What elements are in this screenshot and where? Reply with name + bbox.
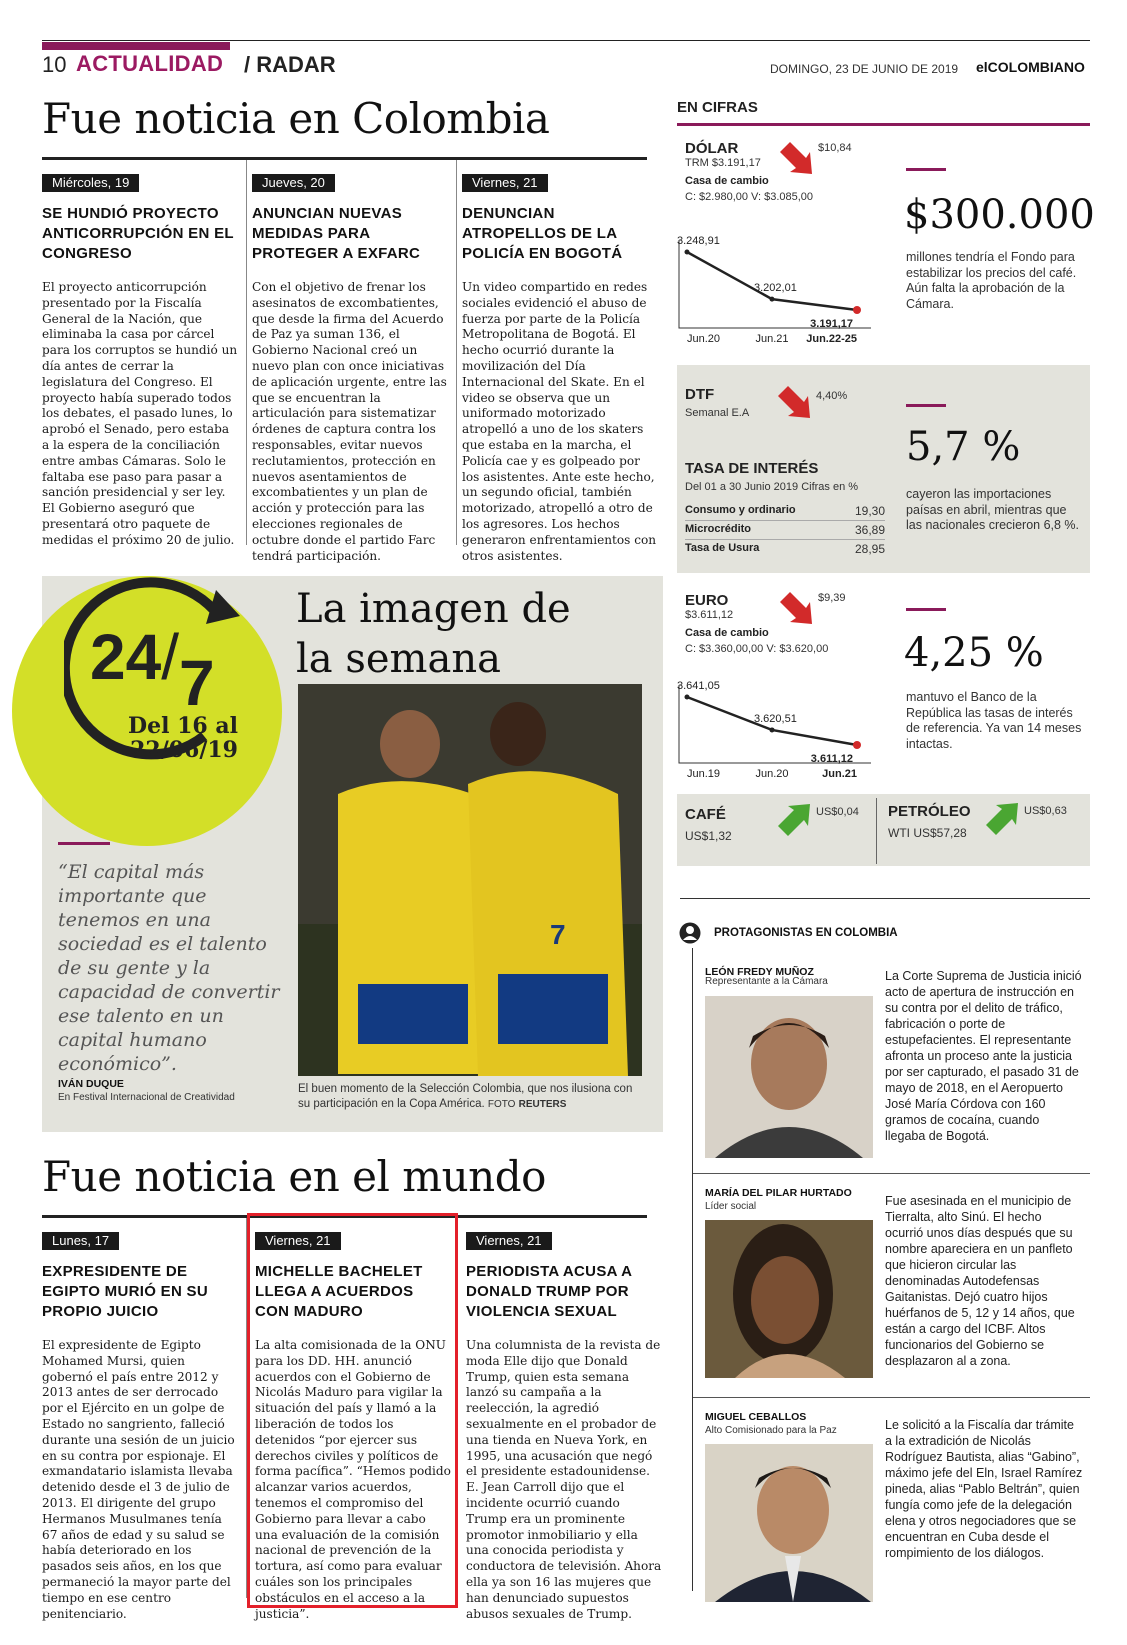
chart-tick-label: Jun.20 bbox=[687, 333, 721, 345]
chart-tick-label: Jun.19 bbox=[687, 768, 721, 780]
protagonistas-vline bbox=[692, 948, 693, 1591]
svg-text:7: 7 bbox=[550, 919, 566, 950]
protagonist-text: Fue asesinada en el municipio de Tierralta, alto Sinú. El hecho ocurrió unos días después que su nombre apareciera en un panfleto que hicieron circular las denominadas Autodefensas Gaitanistas. Dejó cuatro hijos huérfanos de 5, 12 y 14 años, que están a cargo del ICBF. Altos funcionarios del Gobierno se desplazaron al a zona. bbox=[885, 1194, 1075, 1368]
semana-title-line: la semana bbox=[296, 636, 501, 682]
news-article bbox=[252, 174, 450, 564]
dtf-sub: Semanal E.A bbox=[685, 407, 750, 419]
article-headline: MICHELLE BACHELET LLEGA A ACUERDOS CON MADURO bbox=[255, 1263, 423, 1320]
chart-data-label: 3.620,51 bbox=[754, 712, 797, 725]
news-article bbox=[42, 174, 238, 549]
down-arrow-icon bbox=[780, 140, 814, 174]
issue-date: DOMINGO, 23 DE JUNIO DE 2019 bbox=[770, 62, 959, 76]
section-accent-bar bbox=[42, 42, 230, 50]
article-headline: SE HUNDIÓ PROYECTO ANTICORRUPCIÓN EN EL CONGRESO bbox=[42, 205, 234, 262]
badge-range-start: Del 16 al bbox=[128, 713, 238, 739]
cafe-block bbox=[685, 806, 732, 843]
dolar-line-chart bbox=[677, 232, 877, 352]
article-headline: DENUNCIAN ATROPELLOS DE LA POLICÍA EN BOGOTÁ bbox=[462, 205, 623, 262]
protagonist-name: MIGUEL CEBALLOS bbox=[705, 1411, 807, 1423]
chart-data-label: 3.641,05 bbox=[677, 680, 720, 692]
day-tag: Viernes, 21 bbox=[255, 1232, 341, 1250]
euro-label: EURO bbox=[685, 592, 729, 609]
euro-cv: C: $3.360,00,00 V: $3.620,00 bbox=[685, 643, 829, 655]
column-separator bbox=[246, 160, 247, 545]
stat-value: 4,25 % bbox=[904, 630, 1044, 676]
euro-casa: Casa de cambio bbox=[685, 627, 769, 639]
day-tag: Viernes, 21 bbox=[462, 174, 548, 192]
credit-label: FOTO bbox=[487, 1099, 516, 1110]
semana-photo bbox=[298, 684, 642, 1076]
petroleo-value: WTI US$57,28 bbox=[888, 826, 967, 840]
badge-number: 7 bbox=[178, 647, 215, 719]
article-headline: ANUNCIAN NUEVAS MEDIDAS PARA PROTEGER A EXFARC bbox=[252, 205, 421, 262]
news-article bbox=[42, 1232, 238, 1622]
protagonist-text: La Corte Suprema de Justicia inició acto de apertura de instrucción en su contra por el delito de tráfico, fabricación o porte de estupefacientes. El representante afronta un proceso ante la justicia por ser capturado, el pasado 31 de mayo de 2018, en el Aeropuerto José María Córdova con 160 gramos de cocaína, cuando llegaba de Bogotá. bbox=[885, 969, 1082, 1143]
stat-text: mantuvo el Banco de la República las tasas de interés de referencia. Ya van 14 meses intactas. bbox=[906, 690, 1082, 751]
protagonistas-title: PROTAGONISTAS EN COLOMBIA bbox=[714, 927, 898, 939]
quote-author: IVÁN DUQUE bbox=[58, 1078, 124, 1090]
chart-data-label: 3.191,17 bbox=[810, 318, 853, 330]
subsection-name: / RADAR bbox=[244, 52, 336, 77]
down-arrow-icon bbox=[778, 384, 812, 418]
page-number: 10 bbox=[42, 52, 67, 77]
down-arrow-icon bbox=[780, 590, 814, 624]
stat-value: 5,7 % bbox=[906, 424, 1021, 470]
article-body: Un video compartido en redes sociales evidenció el abuso de fuerza por parte de la Policía Metropolitana de Bogotá. El hecho ocurrió durante la movilización del Día Internacional del Skate. En el video se observa que un uniformado motorizado atropelló a uno de los skaters que estaba en la marcha, el Policía cae y es golpeado por los asistentes. Ante este hecho, un segundo oficial, también motorizado, atropelló a otro de los agresores. Los hechos generaron enfrentamientos con otros asistentes. bbox=[462, 280, 657, 563]
dolar-change: $10,84 bbox=[818, 142, 852, 154]
protagonist-photo bbox=[705, 1444, 873, 1602]
stat-accent bbox=[906, 404, 946, 407]
section-name: ACTUALIDAD bbox=[76, 51, 224, 76]
tasa-row bbox=[685, 521, 885, 540]
day-tag: Miércoles, 19 bbox=[42, 174, 139, 192]
tasa-row bbox=[685, 502, 885, 521]
chart-point bbox=[770, 727, 775, 732]
dolar-cv: C: $2.980,00 V: $3.085,00 bbox=[685, 191, 814, 203]
tasa-row bbox=[685, 540, 885, 558]
chart-point bbox=[685, 250, 690, 255]
euro-rate: $3.611,12 bbox=[685, 609, 734, 621]
tasa-row-name: Tasa de Usura bbox=[685, 542, 760, 554]
euro-chart bbox=[677, 677, 877, 792]
stat-accent bbox=[906, 168, 946, 171]
article-body: Una columnista de la revista de moda Elle dijo que Donald Trump, quien esta semana lanzó su campaña a la reelección, la agredió sexualmente en el probador de una tienda en Nueva York, en 1995, una acusación que negó el presidente estadounidense. E. Jean Carroll dijo que el incidente ocurrió cuando Trump era un prominente promotor inmobiliario y ella una conocida periodista y conductora de televisión. Ahora ella ya son 16 las mujeres que han denunciado supuestos abusos sexuales de Trump. bbox=[466, 1338, 662, 1621]
cafe-change: US$0,04 bbox=[816, 806, 859, 818]
article-headline: PERIODISTA ACUSA A DONALD TRUMP POR VIOLENCIA SEXUAL bbox=[466, 1263, 632, 1320]
semana-title bbox=[296, 584, 571, 684]
day-tag: Lunes, 17 bbox=[42, 1232, 119, 1250]
header-rule bbox=[42, 40, 1090, 41]
dtf-block bbox=[685, 386, 749, 419]
chart-tick-label: Jun.22-25 bbox=[806, 333, 857, 345]
semana-title-line: La imagen de bbox=[296, 586, 571, 632]
newspaper-brand: elCOLOMBIANO bbox=[976, 59, 1085, 75]
protagonist-role: Líder social bbox=[705, 1201, 757, 1212]
badge-text: 24/7 bbox=[90, 621, 215, 719]
euro-line-chart bbox=[677, 677, 877, 787]
article-body: El proyecto anticorrupción presentado por la Fiscalía General de la Nación, que eliminaba la casa por cárcel para los corruptos se hundió un día antes de cerrar la legislatura del Congreso. El proyecto había superado todos los debates, el pasado lunes, lo aprobó el Senado, pero estaba a la espera de la conciliación entre ambas Cámaras. Solo le faltaba ese paso para pasar a sanción presidencial y ser ley. El Gobierno aseguró que presentará otro paquete de medidas el próximo 20 de julio. bbox=[42, 280, 238, 547]
quote-accent bbox=[58, 842, 110, 845]
featured-quote: “El capital más importante que tenemos en una sociedad es el talento de su gente y la capacidad de convertir ese talento en un capital humano económico”. bbox=[58, 861, 280, 1075]
article-headline: EXPRESIDENTE DE EGIPTO MURIÓ EN SU PROPIO JUICIO bbox=[42, 1263, 208, 1320]
dolar-label: DÓLAR bbox=[685, 140, 739, 157]
protagonist-photo bbox=[705, 1220, 873, 1378]
chart-point bbox=[685, 695, 690, 700]
protagonist-role: Representante a la Cámara bbox=[705, 976, 828, 987]
caption-text: El buen momento de la Selección Colombia, que nos ilusiona con su participación en la Copa América. bbox=[298, 1083, 633, 1110]
dtf-change: 4,40% bbox=[816, 390, 848, 402]
news-article bbox=[466, 1232, 662, 1622]
tasa-block bbox=[685, 460, 885, 558]
stat-value: $300.000 bbox=[904, 192, 1095, 238]
portrait-placeholder bbox=[705, 996, 873, 1158]
dolar-casa: Casa de cambio bbox=[685, 175, 769, 187]
photo-caption bbox=[298, 1082, 642, 1112]
cafe-label: CAFÉ bbox=[685, 806, 726, 823]
petroleo-label: PETRÓLEO bbox=[888, 803, 971, 820]
protagonist-text: Le solicitó a la Fiscalía dar trámite a la extradición de Nicolás Rodríguez Bautista, alias “Gabino”, máximo jefe del Eln, Israel Ramírez pineda, alias “Pablo Beltrán”, quien fungía como jefe de la delegación elena y otros negociadores que se encuentran en Cuba desde el rompimiento de los diálogos. bbox=[885, 1418, 1083, 1560]
news-article bbox=[462, 174, 658, 564]
badge-number: 24 bbox=[90, 621, 162, 693]
cifras-title: EN CIFRAS bbox=[677, 99, 758, 116]
colombia-top-rule bbox=[42, 157, 647, 160]
protagonist-divider bbox=[693, 1397, 1090, 1398]
chart-data-label: 3.202,01 bbox=[754, 282, 797, 295]
cifras-rule bbox=[677, 123, 1090, 126]
badge-range-end: 22/06/19 bbox=[130, 737, 238, 763]
article-body: El expresidente de Egipto Mohamed Mursi, quien gobernó el país entre 2012 y 2013 antes de ser derrocado por el Ejército en un golpe de Estado no sangriento, falleció durante una sesión de un juicio en su contra por espionaje. El exmandatario islamista llevaba detenido desde el 3 de julio de 2013. El dirigente del grupo Hermanos Musulmanes tenía 67 años de edad y su salud se había deteriorado en los pasados seis años, en los que permaneció la mayor parte del tiempo en ese centro penitenciario. bbox=[42, 1338, 235, 1621]
portrait-placeholder bbox=[705, 1444, 873, 1602]
chart-tick-label: Jun.21 bbox=[822, 768, 857, 780]
news-article bbox=[255, 1232, 451, 1622]
chart-point bbox=[853, 741, 861, 749]
protagonist-name: LEÓN FREDY MUÑOZ bbox=[705, 966, 814, 978]
day-tag: Viernes, 21 bbox=[466, 1232, 552, 1250]
chart-point bbox=[770, 297, 775, 302]
tasa-row-value: 28,95 bbox=[854, 542, 885, 556]
stat-accent bbox=[906, 608, 946, 611]
chart-tick-label: Jun.20 bbox=[755, 768, 789, 780]
dolar-trm: TRM $3.191,17 bbox=[685, 157, 761, 169]
tasa-row-name: Consumo y ordinario bbox=[685, 504, 796, 516]
chart-data-label: 3.248,91 bbox=[677, 235, 720, 247]
dtf-label: DTF bbox=[685, 386, 715, 403]
euro-change: $9,39 bbox=[818, 592, 846, 604]
football-photo-placeholder bbox=[298, 684, 642, 1076]
protagonist-divider bbox=[693, 1173, 1090, 1174]
column-separator bbox=[456, 160, 457, 545]
tasa-row-value: 36,89 bbox=[854, 523, 885, 537]
tasa-row-name: Microcrédito bbox=[685, 523, 752, 535]
protagonist-role: Alto Comisionado para la Paz bbox=[705, 1425, 837, 1436]
protagonist-photo bbox=[705, 996, 873, 1158]
stat-text: cayeron las importaciones paísas en abril, mientras que las nacionales crecieron 6,8 %. bbox=[906, 487, 1080, 532]
cafe-value: US$1,32 bbox=[685, 829, 732, 843]
tasa-table bbox=[685, 502, 885, 558]
up-arrow-icon bbox=[986, 803, 1020, 837]
dolar-chart bbox=[677, 232, 877, 357]
colombia-section-title: Fue noticia en Colombia bbox=[42, 94, 550, 143]
article-body: Con el objetivo de frenar los asesinatos de excombatientes, que desde la firma del Acuerdo de Paz ya suman 136, el Gobierno Nacional creó un nuevo plan con once iniciativas de aplicación urgente, entre las que se encuentran la articulación para sistematizar órdenes de captura contra los responsables, evitar nuevos reclutamientos, protección en nuevos asentamientos de excombatientes y un plan de acción y protección para las elecciones regionales de octubre donde el partido Farc tendrá participación. bbox=[252, 280, 447, 563]
chart-tick-label: Jun.21 bbox=[755, 333, 789, 345]
person-icon bbox=[679, 922, 701, 944]
petroleo-block bbox=[888, 803, 971, 840]
tasa-row-value: 19,30 bbox=[854, 504, 885, 518]
quote-context: En Festival Internacional de Creatividad bbox=[58, 1092, 235, 1103]
badge-date-range bbox=[128, 714, 238, 762]
photo-credit: REUTERS bbox=[518, 1099, 567, 1110]
column-separator bbox=[876, 798, 877, 864]
stat-text: millones tendría el Fondo para estabilizar los precios del café. Aún falta la aprobación de la Cámara. bbox=[906, 250, 1077, 311]
mundo-section-title: Fue noticia en el mundo bbox=[42, 1152, 546, 1201]
article-body: La alta comisionada de la ONU para los DD. HH. anunció acuerdos con el Gobierno de Nicolás Maduro para vigilar la situación del país y llamó a la liberación de todos los detenidos “por ejercer sus derechos civiles y políticos de forma pacífica”. “Hemos podido alcanzar varios acuerdos, tenemos el compromiso del Gobierno para llevar a cabo una evaluación de la comisión nacional de prevención de la tortura, así como para evaluar cuáles son los principales obstáculos en el acceso a la justicia”. bbox=[255, 1338, 451, 1621]
portrait-placeholder bbox=[705, 1220, 873, 1378]
day-tag: Jueves, 20 bbox=[252, 174, 335, 192]
up-arrow-icon bbox=[778, 804, 812, 838]
petroleo-change: US$0,63 bbox=[1024, 805, 1067, 817]
tasa-label: TASA DE INTERÉS bbox=[685, 460, 819, 477]
protagonistas-rule bbox=[680, 898, 1090, 899]
protagonist-name: MARÍA DEL PILAR HURTADO bbox=[705, 1187, 852, 1199]
chart-data-label: 3.611,12 bbox=[810, 753, 853, 765]
tasa-sub: Del 01 a 30 Junio 2019 Cifras en % bbox=[685, 481, 859, 493]
chart-point bbox=[853, 306, 861, 314]
